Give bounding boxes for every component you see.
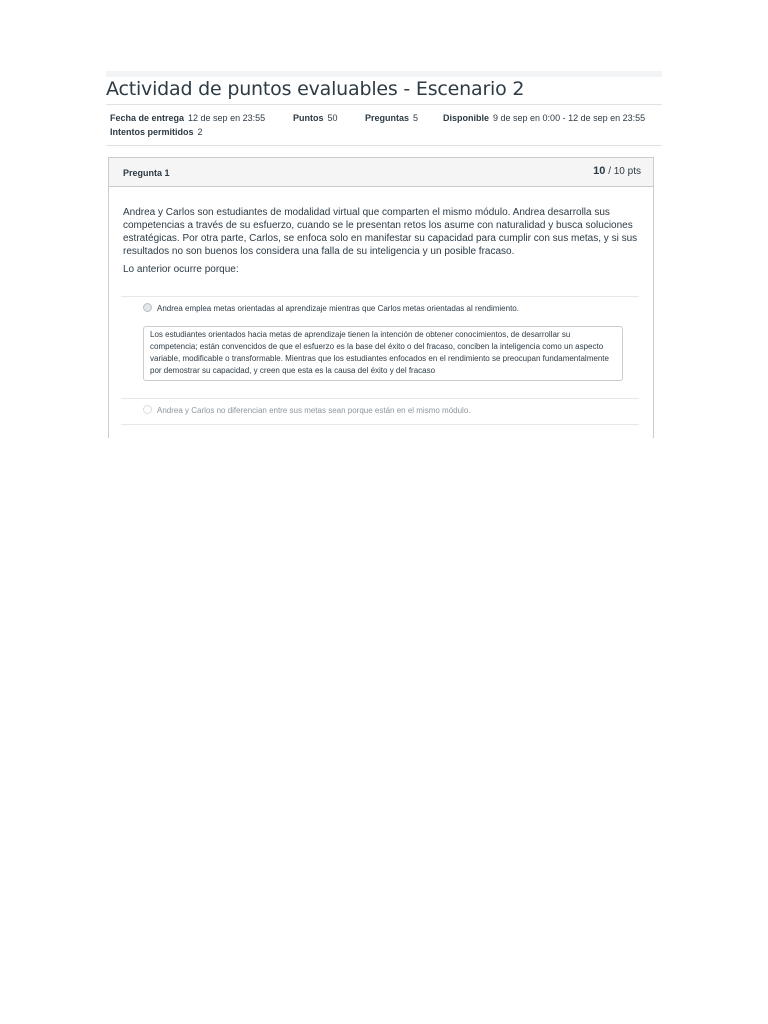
answer-feedback: Los estudiantes orientados hacia metas de aprendizaje tienen la intención de obtener conocimientos, de desarrollar su competencia; están convencidos de que el esfuerzo es la base del éxito o del fracaso, conciben la inteligencia como un aspecto variable, modificable o transformable. Mientras que los estudiantes enfocados en el rendimiento se preocupan fundamentalmente por demostrar su capacidad, y creen que esta es la causa del éxito y del fracaso: [143, 326, 623, 381]
meta-divider: [106, 145, 662, 146]
points: [293, 113, 338, 123]
answer-option-2[interactable]: [143, 406, 471, 415]
due-date-label: Fecha de entrega: [110, 113, 185, 123]
answer-divider: [121, 296, 639, 297]
due-date: [110, 113, 265, 123]
questions: [365, 113, 418, 123]
question-title: Pregunta 1: [123, 168, 170, 178]
answer-divider: [121, 424, 639, 425]
top-bar: [106, 71, 662, 77]
question-score: 10: [593, 165, 606, 177]
answer-label-1: Andrea emplea metas orientadas al aprendizaje mientras que Carlos metas orientadas al rendimiento.: [157, 304, 519, 313]
answer-option-1[interactable]: [143, 304, 519, 313]
attempts: [110, 127, 203, 137]
title-divider: [106, 104, 662, 105]
questions-value: 5: [413, 113, 419, 123]
attempts-value: 2: [197, 127, 203, 137]
attempts-label: Intentos permitidos: [110, 127, 194, 137]
question-prompt: Lo anterior ocurre porque:: [123, 264, 239, 275]
points-label: Puntos: [293, 113, 324, 123]
question-points: [593, 165, 641, 177]
available: [443, 113, 645, 123]
answer-divider: [121, 398, 639, 399]
available-value: 9 de sep en 0:00 - 12 de sep en 23:55: [493, 113, 646, 123]
question-header: [109, 158, 653, 187]
answer-label-2: Andrea y Carlos no diferencian entre sus metas sean porque están en el mismo módulo.: [157, 406, 471, 415]
question-text: Andrea y Carlos son estudiantes de modalidad virtual que comparten el mismo módulo. Andrea desarrolla sus competencias a través de su esfuerzo, cuando se le presentan retos los asume con naturalidad y busca soluciones estratégicas. Por otra parte, Carlos, se enfoca solo en manifestar su capacidad para cumplir con sus metas, y si sus resultados no son buenos los considera una falla de su inteligencia y un posible fracaso.: [123, 207, 638, 257]
question-card: [108, 157, 654, 438]
page-title: Actividad de puntos evaluables - Escenario 2: [106, 78, 525, 100]
radio-empty-icon[interactable]: [143, 405, 152, 414]
question-total: / 10 pts: [608, 166, 641, 177]
questions-label: Preguntas: [365, 113, 410, 123]
due-date-value: 12 de sep en 23:55: [188, 113, 266, 123]
available-label: Disponible: [443, 113, 490, 123]
points-value: 50: [327, 113, 338, 123]
radio-selected-icon[interactable]: [143, 303, 152, 312]
